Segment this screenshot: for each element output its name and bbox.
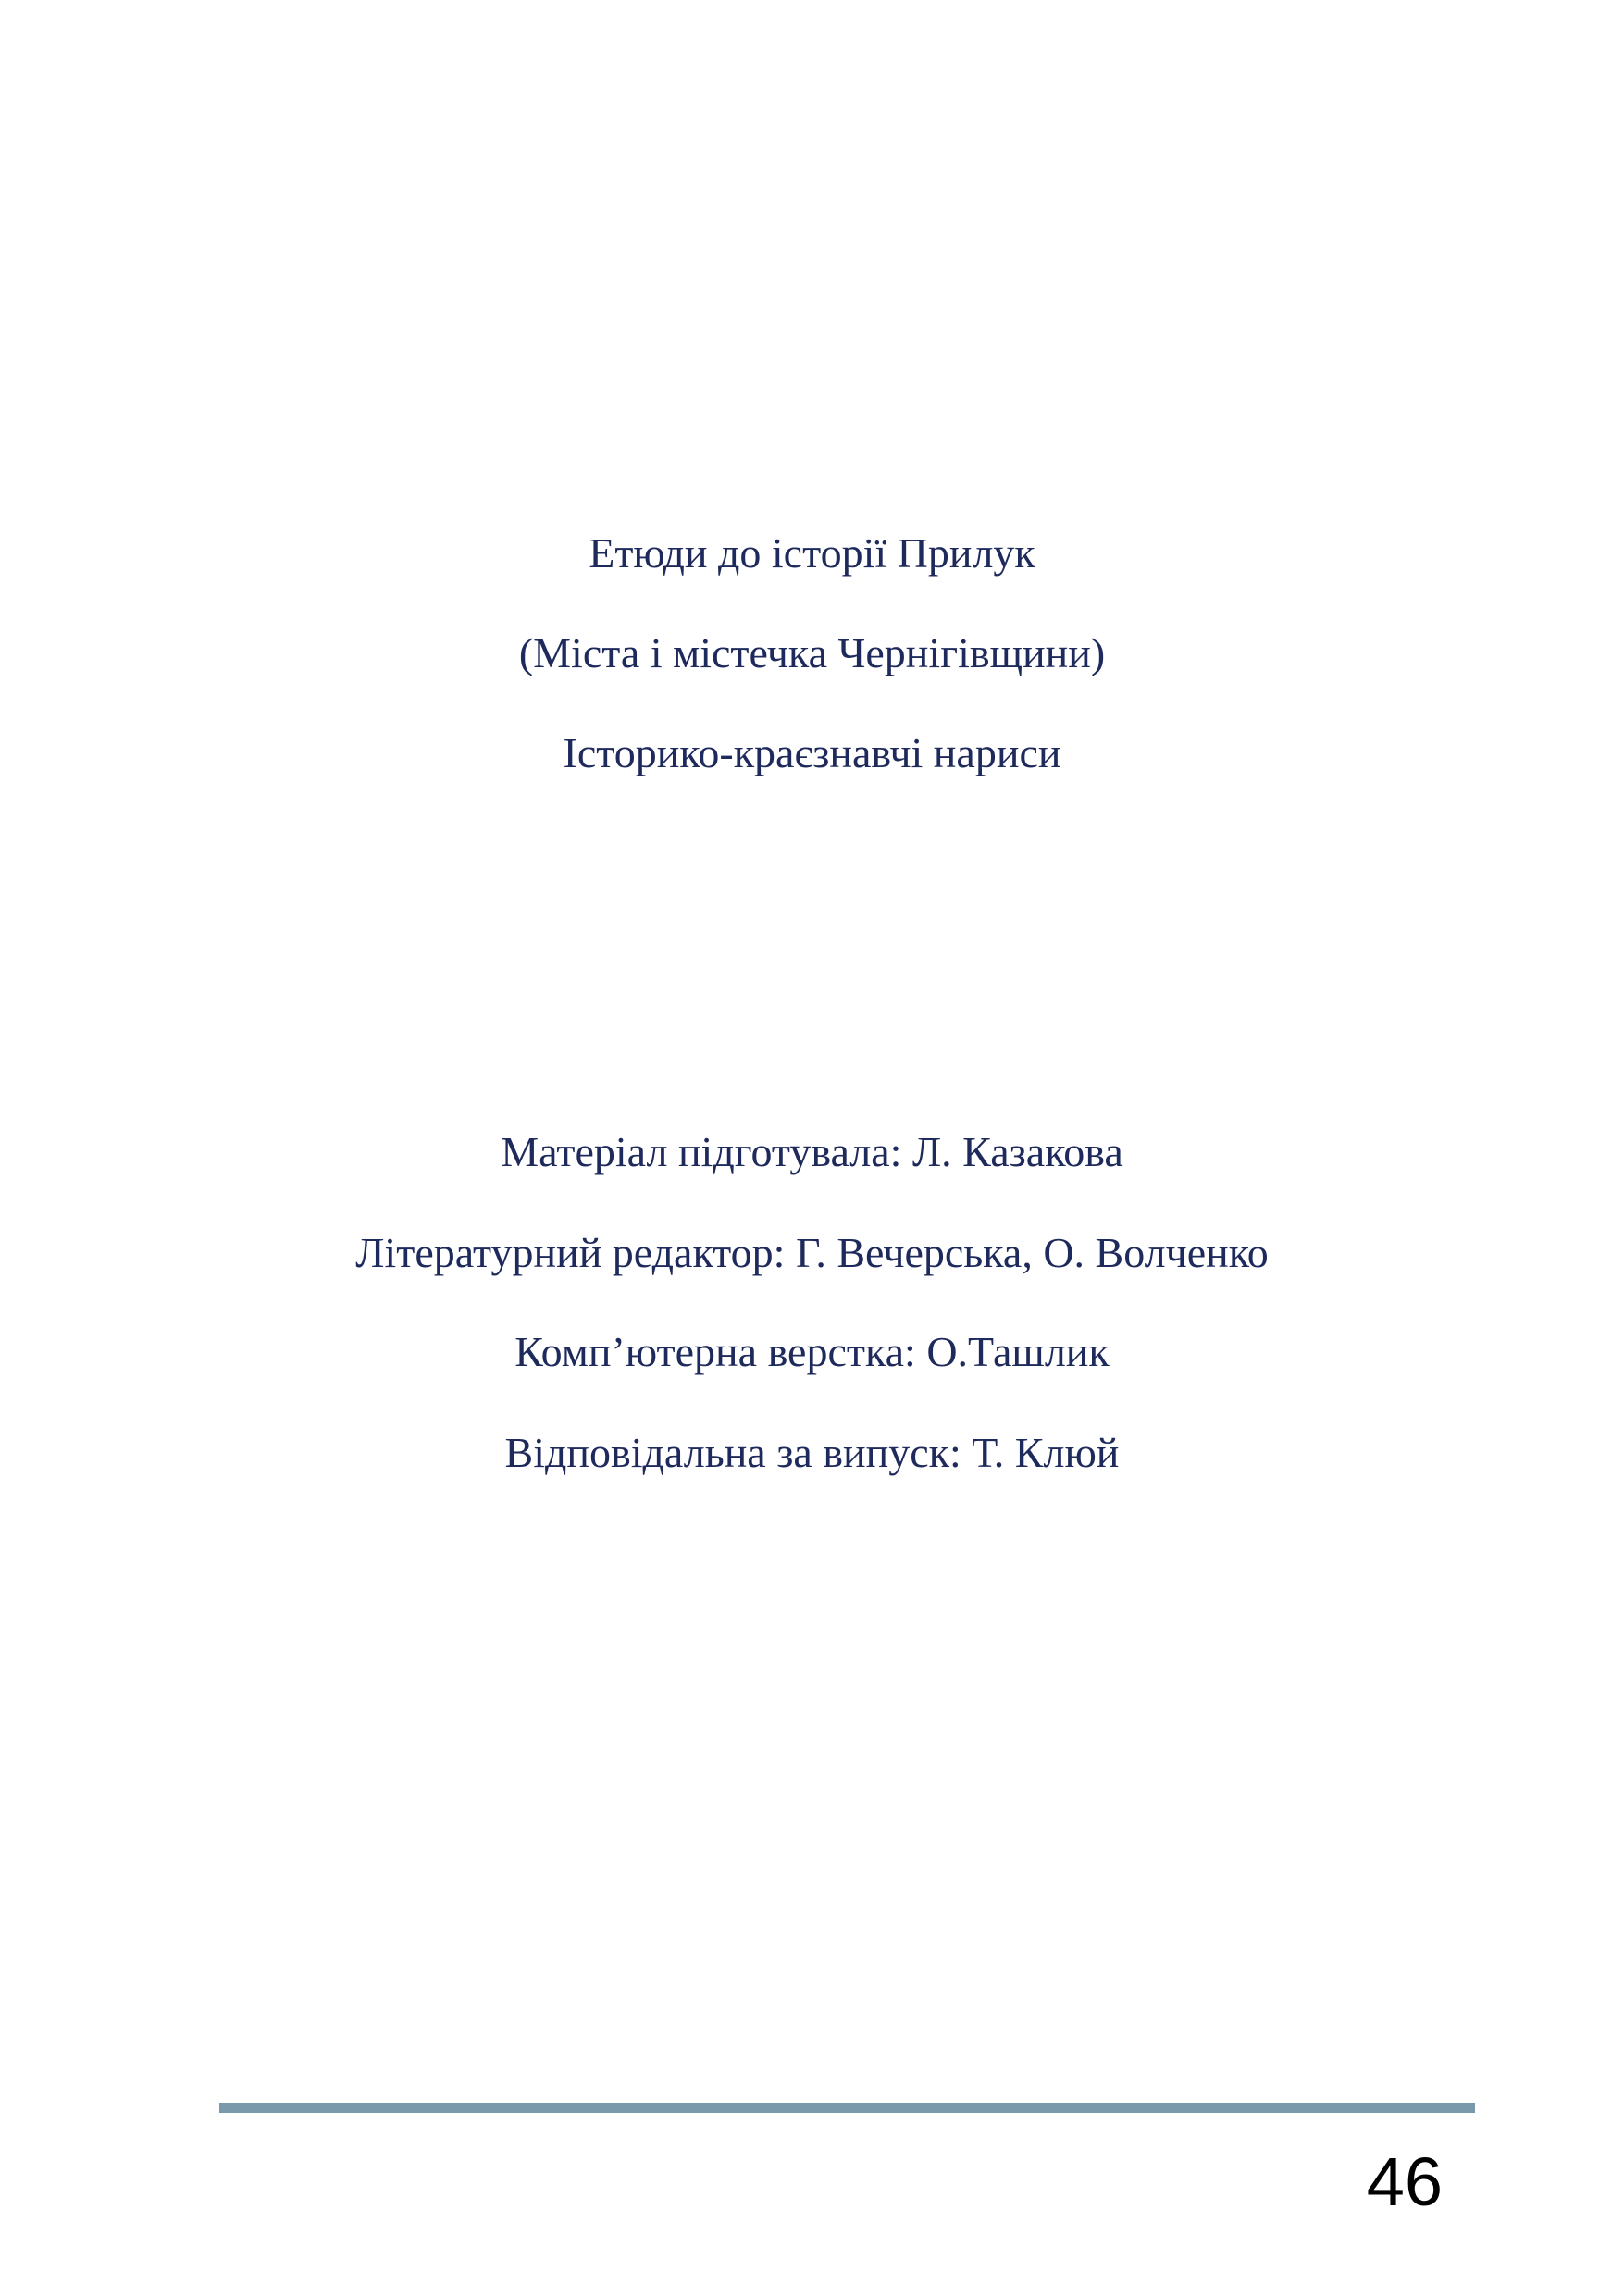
credit-layout: Комп’ютерна верстка: О.Ташлик [514, 1328, 1110, 1375]
subtitle: Історико-краєзнавчі нариси [563, 729, 1061, 776]
credit-literary-editor: Літературний редактор: Г. Вечерська, О. Волченко [355, 1229, 1269, 1276]
credit-prepared-by: Матеріал підготувала: Л. Казакова [501, 1128, 1123, 1175]
book-title: Етюди до історії Прилук [589, 529, 1035, 577]
footer-divider [219, 2103, 1475, 2113]
series-title: (Міста і містечка Чернігівщини) [518, 629, 1106, 676]
credit-responsible: Відповідальна за випуск: Т. Клюй [504, 1429, 1120, 1476]
page-number: 46 [1366, 2143, 1443, 2220]
